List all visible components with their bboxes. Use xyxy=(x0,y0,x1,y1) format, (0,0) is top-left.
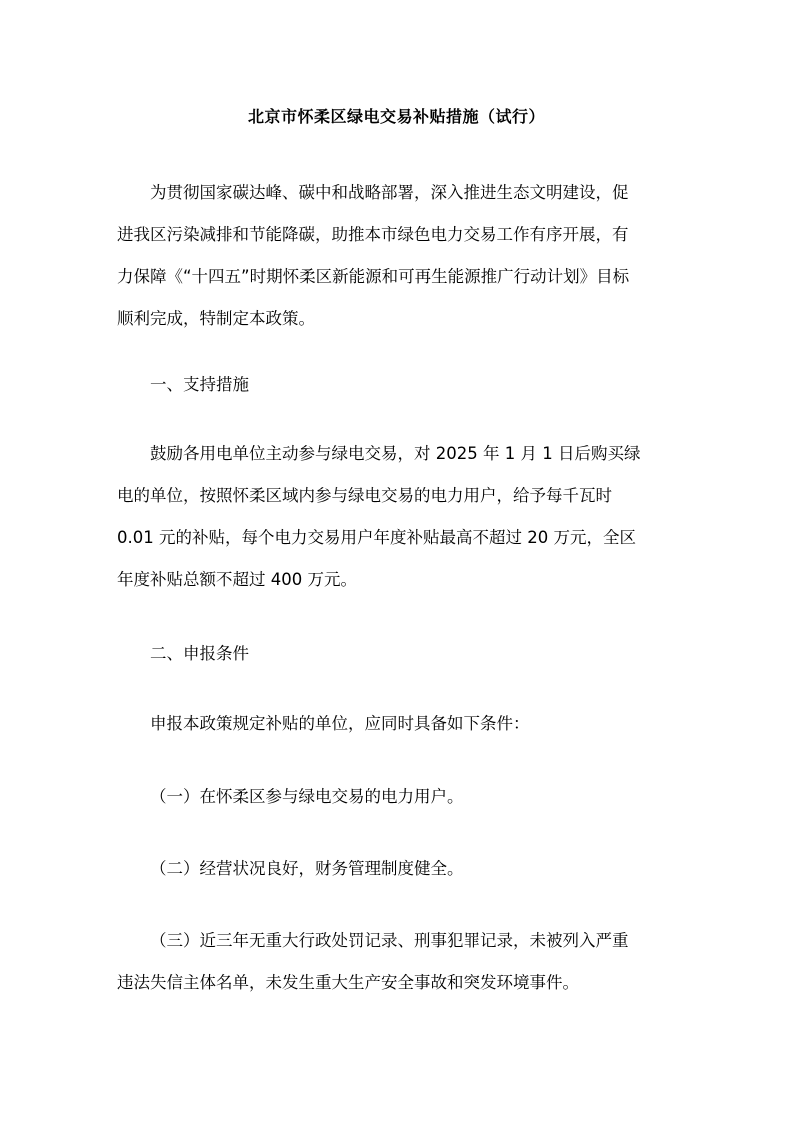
condition-item-2: （二）经营状况良好，财务管理制度健全。 xyxy=(150,859,464,878)
condition-item-1: （一）在怀柔区参与绿电交易的电力用户。 xyxy=(150,787,464,806)
intro-line: 为贯彻国家碳达峰、碳中和战略部署，深入推进生态文明建设，促 xyxy=(150,183,629,202)
section-heading-support: 一、支持措施 xyxy=(150,375,249,394)
condition-3-line: 违法失信主体名单，未发生重大生产安全事故和突发环境事件。 xyxy=(117,973,579,992)
intro-paragraph xyxy=(117,172,687,340)
intro-line: 顺利完成，特制定本政策。 xyxy=(117,309,315,328)
support-line: 0.01 元的补贴，每个电力交易用户年度补贴最高不超过 20 万元，全区 xyxy=(117,528,636,547)
condition-3-line: （三）近三年无重大行政处罚记录、刑事犯罪记录，未被列入严重 xyxy=(150,931,629,950)
section-heading-conditions: 二、申报条件 xyxy=(150,644,249,663)
document-title: 北京市怀柔区绿电交易补贴措施（试行） xyxy=(247,107,545,126)
support-line: 鼓励各用电单位主动参与绿电交易，对 2025 年 1 月 1 日后购买绿 xyxy=(150,444,641,463)
conditions-intro: 申报本政策规定补贴的单位，应同时具备如下条件： xyxy=(150,714,530,733)
support-line: 年度补贴总额不超过 400 万元。 xyxy=(117,570,357,589)
intro-line: 进我区污染减排和节能降碳，助推本市绿色电力交易工作有序开展，有 xyxy=(117,225,629,244)
condition-item-3 xyxy=(117,920,687,1004)
support-line: 电的单位，按照怀柔区域内参与绿电交易的电力用户，给予每千瓦时 xyxy=(117,486,612,505)
intro-line: 力保障《“十四五”时期怀柔区新能源和可再生能源推广行动计划》目标 xyxy=(117,267,630,286)
support-paragraph xyxy=(117,433,687,601)
